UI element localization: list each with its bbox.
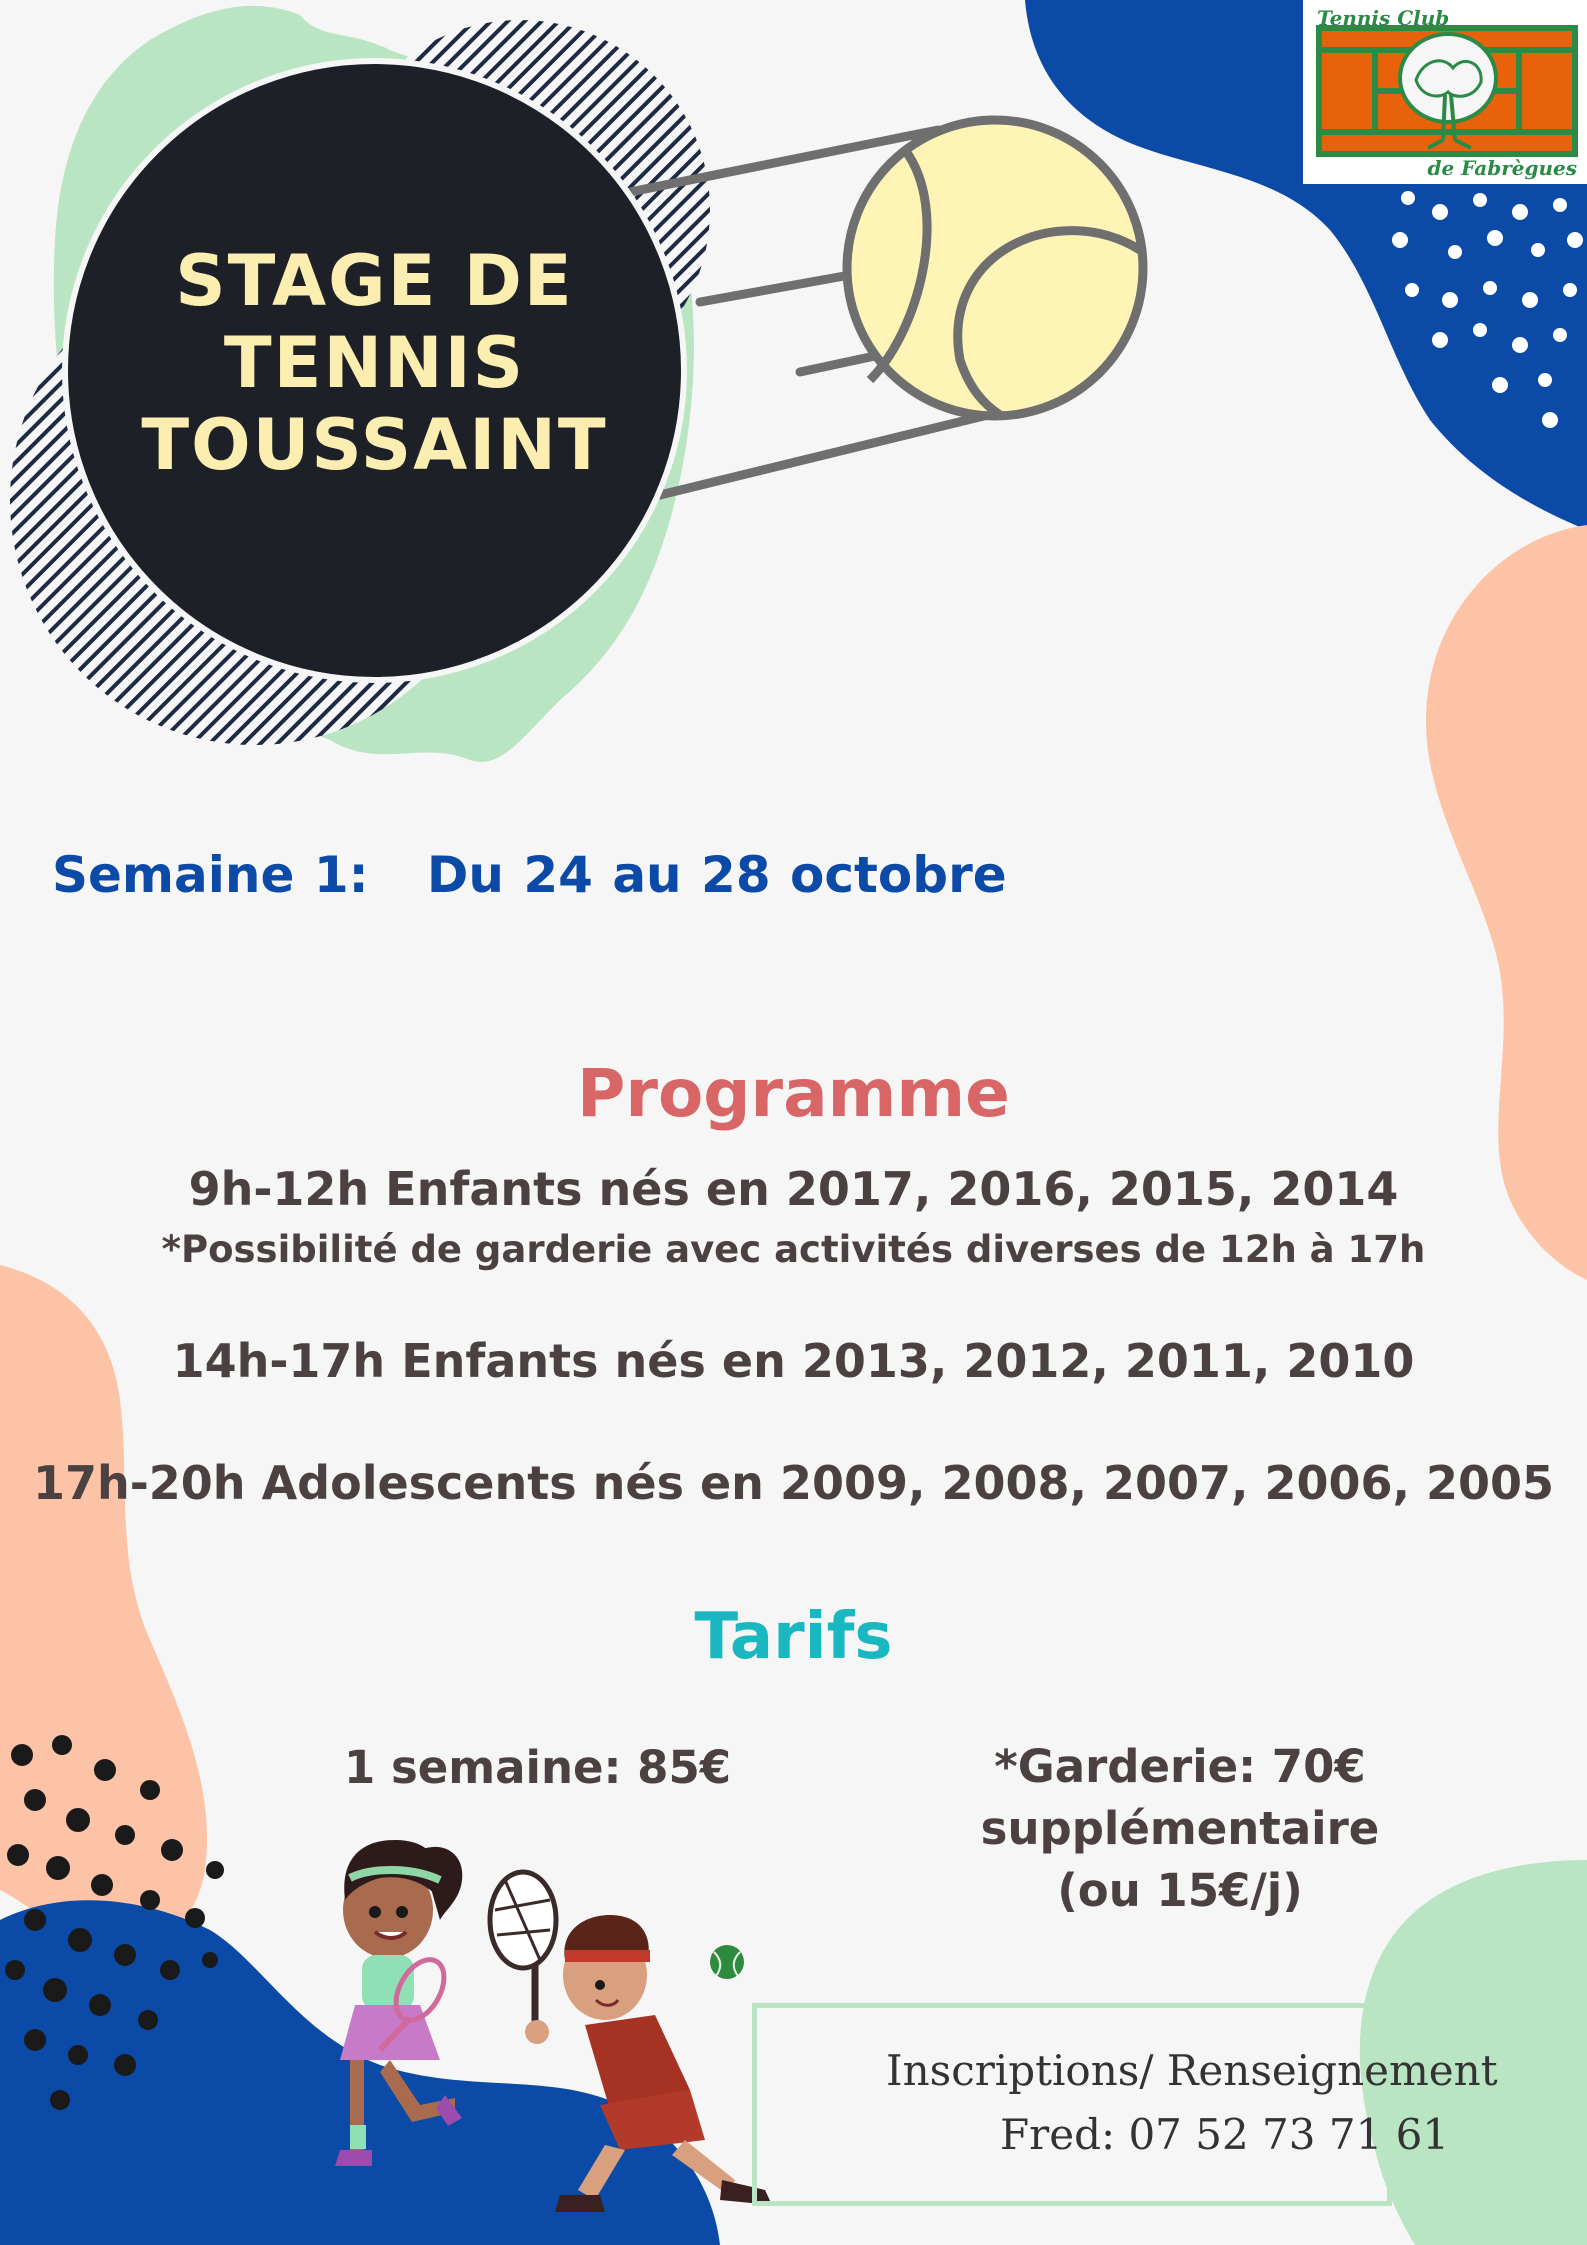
price-week: 1 semaine: 85€ [344,1741,732,1794]
price-garderie-line-1: *Garderie: 70€ supplémentaire [980,1740,1380,1855]
small-ball-icon [710,1945,744,1979]
title-line-2: TENNIS [223,322,526,404]
programme-line-evening: 17h-20h Adolescents nés en 2009, 2008, 2007, 2006, 2005 [32,1456,1555,1510]
programme-line-morning: 9h-12h Enfants nés en 2017, 2016, 2015, 2014 [188,1162,1399,1216]
logo-text-top: Tennis Club [1317,6,1450,30]
programme-note-garderie: *Possibilité de garderie avec activités diverses de 12h à 17h [161,1228,1426,1271]
title-line-3: TOUSSAINT [141,404,608,486]
tennis-ball-icon [847,120,1143,416]
contact-heading: Inscriptions/ Renseignement [886,2046,1498,2095]
contact-phone: Fred: 07 52 73 71 61 [1000,2110,1450,2159]
title-line-1: STAGE DE [175,240,574,322]
club-logo [1303,0,1587,184]
programme-heading: Programme [577,1055,1010,1132]
tarifs-heading: Tarifs [694,1600,893,1674]
price-garderie [800,1736,1560,1922]
contact-box [752,2003,1392,2206]
programme-line-afternoon: 14h-17h Enfants nés en 2013, 2012, 2011, 2010 [172,1334,1415,1388]
price-garderie-line-2: (ou 15€/j) [1057,1864,1303,1917]
logo-text-bottom: de Fabrègues [1427,156,1577,180]
week-dates: Semaine 1: Du 24 au 28 octobre [52,846,1007,904]
page-title [62,240,687,486]
